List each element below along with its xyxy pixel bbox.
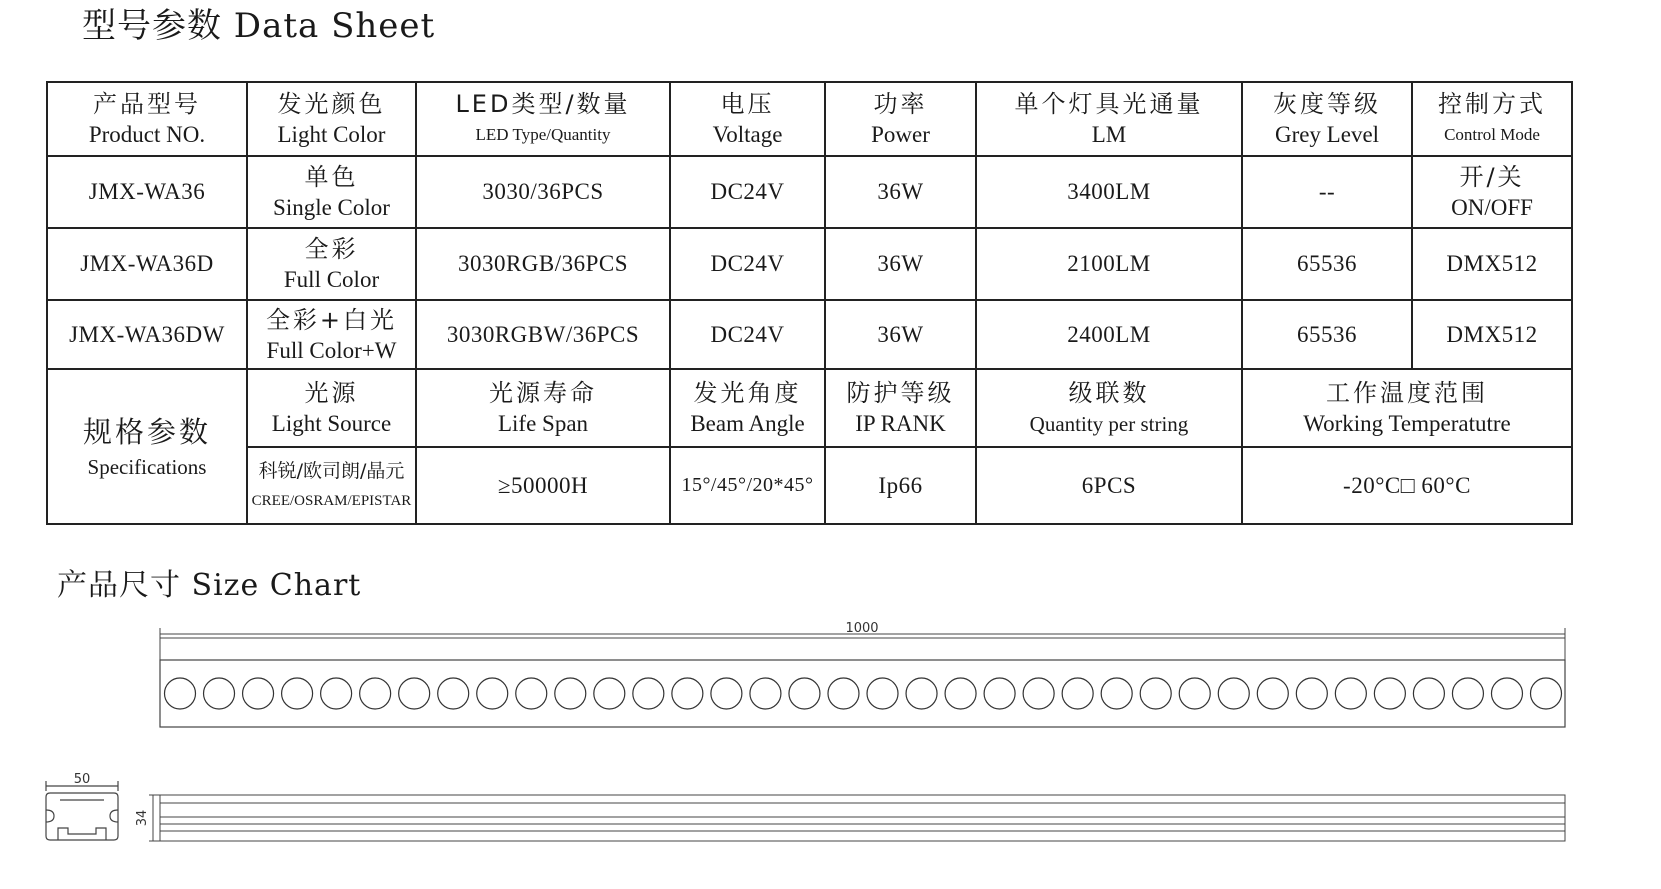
led-circle bbox=[1374, 678, 1405, 709]
spec-qty-value: 6PCS bbox=[976, 447, 1242, 524]
model-cell: JMX-WA36 bbox=[47, 156, 247, 228]
led-circle bbox=[1296, 678, 1327, 709]
led-circle bbox=[867, 678, 898, 709]
led-row bbox=[165, 678, 1562, 709]
spec-source-header: 光源 Light Source bbox=[247, 369, 416, 447]
led-circle bbox=[1023, 678, 1054, 709]
led-circle bbox=[1179, 678, 1210, 709]
spec-ip-value: Ip66 bbox=[825, 447, 976, 524]
led-circle bbox=[1140, 678, 1171, 709]
fixture-side-view bbox=[160, 795, 1565, 841]
led-cell: 3030/36PCS bbox=[416, 156, 670, 228]
length-label: 1000 bbox=[845, 621, 879, 636]
header-control: 控制方式 Control Mode bbox=[1412, 82, 1572, 156]
flux-cell: 2400LM bbox=[976, 300, 1242, 369]
led-circle bbox=[165, 678, 196, 709]
grey-cell: -- bbox=[1242, 156, 1412, 228]
spec-temp-header: 工作温度范围 Working Temperatutre bbox=[1242, 369, 1572, 447]
spec-beam-header: 发光角度 Beam Angle bbox=[670, 369, 825, 447]
spec-qty-header: 级联数 Quantity per string bbox=[976, 369, 1242, 447]
power-cell: 36W bbox=[825, 228, 976, 300]
led-circle bbox=[984, 678, 1015, 709]
header-power: 功率 Power bbox=[825, 82, 976, 156]
led-circle bbox=[555, 678, 586, 709]
led-circle bbox=[594, 678, 625, 709]
color-cell: 单色 Single Color bbox=[247, 156, 416, 228]
led-circle bbox=[204, 678, 235, 709]
grey-cell: 65536 bbox=[1242, 300, 1412, 369]
led-circle bbox=[1101, 678, 1132, 709]
voltage-cell: DC24V bbox=[670, 300, 825, 369]
led-circle bbox=[711, 678, 742, 709]
header-color: 发光颜色 Light Color bbox=[247, 82, 416, 156]
spec-life-value: ≥50000H bbox=[416, 447, 670, 524]
width-label: 50 bbox=[73, 772, 91, 787]
header-product: 产品型号 Product NO. bbox=[47, 82, 247, 156]
data-sheet-title: 型号参数 Data Sheet bbox=[82, 6, 436, 46]
grey-cell: 65536 bbox=[1242, 228, 1412, 300]
led-circle bbox=[1491, 678, 1522, 709]
led-circle bbox=[828, 678, 859, 709]
led-circle bbox=[633, 678, 664, 709]
control-cell: 开/关 ON/OFF bbox=[1412, 156, 1572, 228]
led-circle bbox=[360, 678, 391, 709]
led-circle bbox=[477, 678, 508, 709]
led-circle bbox=[945, 678, 976, 709]
led-circle bbox=[243, 678, 274, 709]
header-voltage: 电压 Voltage bbox=[670, 82, 825, 156]
model-cell: JMX-WA36DW bbox=[47, 300, 247, 369]
cross-section-profile bbox=[46, 781, 118, 840]
header-grey: 灰度等级 Grey Level bbox=[1242, 82, 1412, 156]
led-circle bbox=[1335, 678, 1366, 709]
led-circle bbox=[438, 678, 469, 709]
led-circle bbox=[750, 678, 781, 709]
height-dimension bbox=[149, 795, 160, 841]
spec-temp-value: -20°C□ 60°C bbox=[1242, 447, 1572, 524]
flux-cell: 3400LM bbox=[976, 156, 1242, 228]
led-circle bbox=[1062, 678, 1093, 709]
flux-cell: 2100LM bbox=[976, 228, 1242, 300]
led-circle bbox=[1452, 678, 1483, 709]
led-circle bbox=[399, 678, 430, 709]
led-circle bbox=[906, 678, 937, 709]
spec-ip-header: 防护等级 IP RANK bbox=[825, 369, 976, 447]
control-cell: DMX512 bbox=[1412, 228, 1572, 300]
size-chart-title: 产品尺寸 Size Chart bbox=[57, 568, 362, 603]
specifications-label: 规格参数 Specifications bbox=[47, 369, 247, 524]
spec-source-value: 科锐/欧司朗/晶元 CREE/OSRAM/EPISTAR bbox=[247, 447, 416, 524]
led-circle bbox=[1531, 678, 1562, 709]
height-label: 34 bbox=[135, 809, 150, 827]
color-cell: 全彩 Full Color bbox=[247, 228, 416, 300]
led-cell: 3030RGB/36PCS bbox=[416, 228, 670, 300]
led-circle bbox=[1257, 678, 1288, 709]
led-circle bbox=[789, 678, 820, 709]
led-circle bbox=[1218, 678, 1249, 709]
voltage-cell: DC24V bbox=[670, 156, 825, 228]
spec-beam-value: 15°/45°/20*45° bbox=[670, 447, 825, 524]
power-cell: 36W bbox=[825, 156, 976, 228]
led-circle bbox=[1413, 678, 1444, 709]
led-circle bbox=[282, 678, 313, 709]
led-cell: 3030RGBW/36PCS bbox=[416, 300, 670, 369]
color-cell: 全彩+白光 Full Color+W bbox=[247, 300, 416, 369]
header-flux: 单个灯具光通量 LM bbox=[976, 82, 1242, 156]
spec-life-header: 光源寿命 Life Span bbox=[416, 369, 670, 447]
model-cell: JMX-WA36D bbox=[47, 228, 247, 300]
led-circle bbox=[672, 678, 703, 709]
fixture-front-view bbox=[160, 660, 1565, 727]
led-circle bbox=[321, 678, 352, 709]
led-circle bbox=[516, 678, 547, 709]
voltage-cell: DC24V bbox=[670, 228, 825, 300]
control-cell: DMX512 bbox=[1412, 300, 1572, 369]
power-cell: 36W bbox=[825, 300, 976, 369]
header-led: LED类型/数量 LED Type/Quantity bbox=[416, 82, 670, 156]
